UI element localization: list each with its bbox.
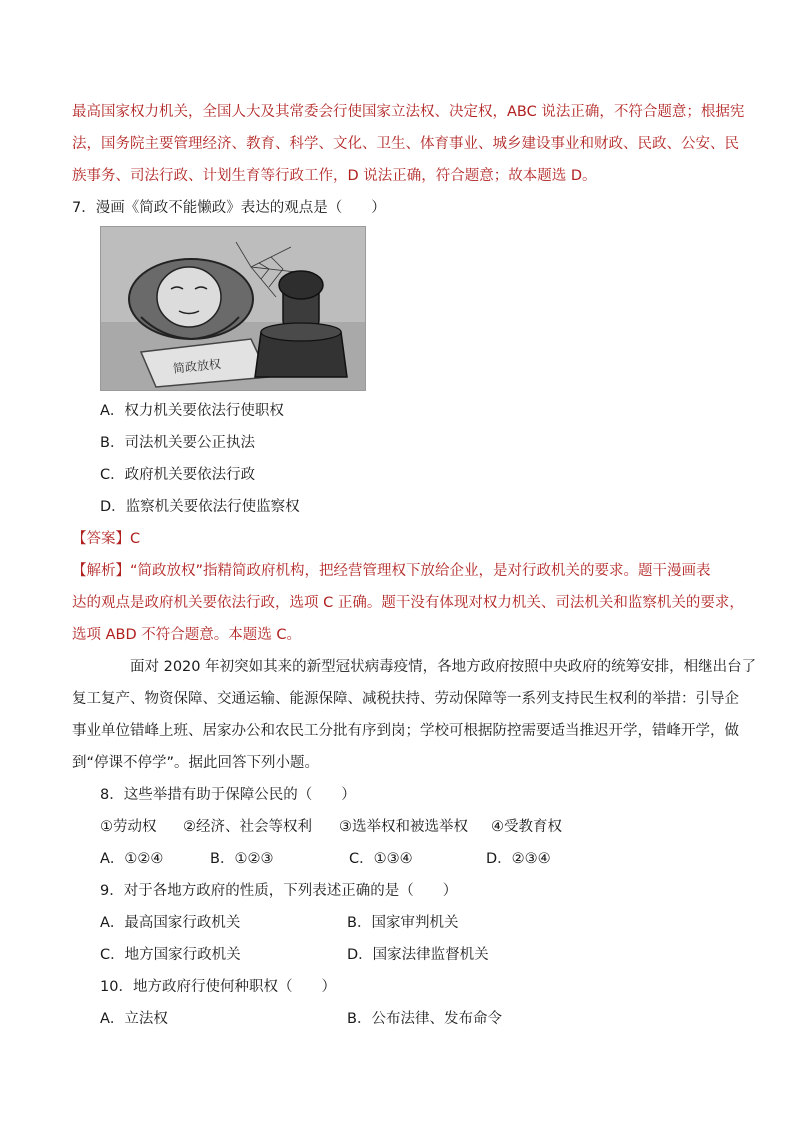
answer-label: 【答案】	[72, 531, 130, 547]
analysis-label: 【解析】	[72, 563, 130, 579]
q7-answer	[72, 529, 140, 549]
q9-option-b: B．国家审判机关	[347, 915, 459, 931]
material-line-1: 面对 2020 年初突如其来的新型冠状病毒疫情，各地方政府按照中央政府的统筹安排，相继出台了	[130, 659, 757, 675]
q7-option-d: D．监察机关要依法行使监察权	[100, 499, 300, 515]
q8-item-1: ①劳动权	[100, 819, 157, 835]
q10-option-a: A．立法权	[100, 1011, 168, 1027]
q7-option-a: A．权力机关要依法行使职权	[100, 403, 284, 419]
analysis-line-1: 最高国家权力机关，全国人大及其常委会行使国家立法权、决定权，ABC 说法正确，不符合题意；根据宪	[72, 104, 745, 120]
q8-item-2: ②经济、社会等权利	[183, 819, 312, 835]
q8-item-3: ③选举权和被选举权	[339, 819, 468, 835]
question-10-stem: 10．地方政府行使何种职权（ ）	[100, 979, 336, 995]
q9-option-c: C．地方国家行政机关	[100, 947, 241, 963]
cartoon-paper-text: 简政放权	[172, 356, 222, 376]
analysis-text: “简政放权”指精简政府机构，把经营管理权下放给企业，是对行政机关的要求。题干漫画表	[130, 563, 711, 579]
q7-analysis-line-3: 选项 ABD 不符合题意。本题选 C。	[72, 627, 301, 643]
cartoon-image	[100, 226, 366, 391]
analysis-line-3: 族事务、司法行政、计划生育等行政工作，D 说法正确，符合题意；故本题选 D。	[72, 168, 597, 184]
question-7-stem: 7．漫画《简政不能懒政》表达的观点是（ ）	[72, 200, 386, 216]
material-line-3: 事业单位错峰上班、居家办公和农民工分批有序到岗；学校可根据防控需要适当推迟开学，错峰开学，做	[72, 723, 739, 739]
q8-option-c: C．①③④	[349, 851, 413, 867]
q8-option-d: D．②③④	[486, 851, 551, 867]
material-line-4: 到“停课不停学”。据此回答下列小题。	[72, 755, 320, 771]
q7-analysis-line-2: 达的观点是政府机关要依法行政，选项 C 正确。题干没有体现对权力机关、司法机关和监察机关的要求，	[72, 595, 744, 611]
q9-option-d: D．国家法律监督机关	[347, 947, 489, 963]
q9-option-a: A．最高国家行政机关	[100, 915, 241, 931]
material-line-2: 复工复产、物资保障、交通运输、能源保障、减税扶持、劳动保障等一系列支持民生权利的举措：引导企	[72, 691, 739, 707]
q10-option-b: B．公布法律、发布命令	[347, 1011, 502, 1027]
q7-option-c: C．政府机关要依法行政	[100, 467, 256, 483]
q8-item-4: ④受教育权	[491, 819, 562, 835]
q7-analysis-line-1	[72, 561, 711, 581]
analysis-line-2: 法，国务院主要管理经济、教育、科学、文化、卫生、体育事业、城乡建设事业和财政、民政、公安、民	[72, 136, 739, 152]
q8-option-b: B．①②③	[210, 851, 274, 867]
question-8-stem: 8．这些举措有助于保障公民的（ ）	[100, 787, 356, 803]
q8-option-a: A．①②④	[100, 851, 164, 867]
question-9-stem: 9．对于各地方政府的性质，下列表述正确的是（ ）	[100, 883, 458, 899]
answer-value: C	[130, 531, 141, 547]
q7-option-b: B．司法机关要公正执法	[100, 435, 255, 451]
